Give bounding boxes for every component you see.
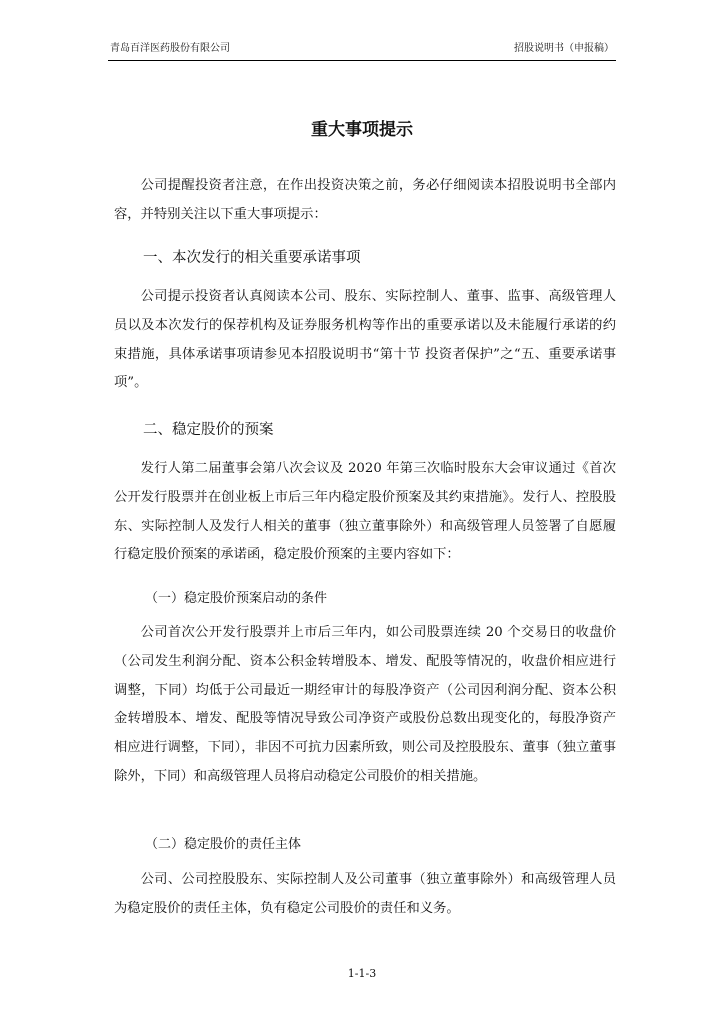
header-document-type: 招股说明书（申报稿） xyxy=(514,43,614,54)
header-company-name: 青岛百洋医药股份有限公司 xyxy=(110,43,230,54)
intro-paragraph: 公司提醒投资者注意，在作出投资决策之前，务必仔细阅读本招股说明书全部内容，并特别关注以下重大事项提示： xyxy=(114,178,616,222)
subsection2-heading: （二）稳定股价的责任主体 xyxy=(145,837,302,852)
page-header xyxy=(108,40,616,61)
subsection1-heading: （一）稳定股价预案启动的条件 xyxy=(145,591,328,606)
subsection1-body: 公司首次公开发行股票并上市后三年内，如公司股票连续 20 个交易日的收盘价（公司发生利润分配、资本公积金转增股本、增发、配股等情况的，收盘价相应进行调整，下同）均低于公司最近一期经审计的每股净资产（公司因利润分配、资本公积金转增股本、增发、配股等情况导致公司净资产或股份总数出现变化的，每股净资产相应进行调整，下同），非因不可抗力因素所致，则公司及控股股东、董事（独立董事除外，下同）和高级管理人员将启动稳定公司股价的相关措施。 xyxy=(114,625,616,784)
subsection2-body: 公司、公司控股股东、实际控制人及公司董事（独立董事除外）和高级管理人员为稳定股价的责任主体，负有稳定公司股价的责任和义务。 xyxy=(114,872,616,916)
section1-body: 公司提示投资者认真阅读本公司、股东、实际控制人、董事、监事、高级管理人员以及本次发行的保荐机构及证券服务机构等作出的重要承诺以及未能履行承诺的约束措施，具体承诺事项请参见本招股说明书“第十节 投资者保护”之“五、重要承诺事项”。 xyxy=(114,289,616,391)
section2-heading: 二、稳定股价的预案 xyxy=(143,422,274,438)
section1-heading: 一、本次发行的相关重要承诺事项 xyxy=(143,250,361,266)
page-title: 重大事项提示 xyxy=(311,120,413,140)
page-number: 1-1-3 xyxy=(347,967,377,980)
section2-body: 发行人第二届董事会第八次会议及 2020 年第三次临时股东大会审议通过《首次公开发行股票并在创业板上市后三年内稳定股价预案及其约束措施》。发行人、控股股东、实际控制人及发行人相关的董事（独立董事除外）和高级管理人员签署了自愿履行稳定股价预案的承诺函，稳定股价预案的主要内容如下： xyxy=(114,461,616,563)
